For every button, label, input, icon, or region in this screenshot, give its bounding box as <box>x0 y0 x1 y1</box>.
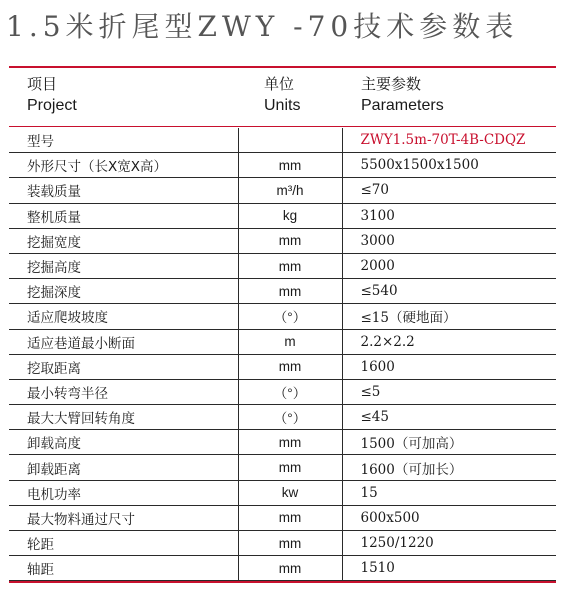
parameter-name: 卸载高度 <box>9 430 238 455</box>
parameter-unit: mm <box>238 153 342 178</box>
header-parameters <box>361 74 444 116</box>
table-row <box>9 279 556 304</box>
parameter-unit: mm <box>238 505 342 530</box>
parameter-name: 最大大臂回转角度 <box>9 405 238 430</box>
parameter-name: 卸载距离 <box>9 455 238 480</box>
parameter-value: 2.2×2.2 <box>342 329 556 354</box>
header-project-zh: 项目 <box>27 75 58 93</box>
parameter-name: 轮距 <box>9 531 238 556</box>
parameter-unit: kg <box>238 203 342 228</box>
parameter-value: ZWY1.5m-70T-4B-CDQZ <box>342 128 556 153</box>
parameter-value: 1510 <box>342 556 556 581</box>
parameter-value: ≤15（硬地面） <box>342 304 556 329</box>
table-row <box>9 556 556 581</box>
parameter-unit: m³/h <box>238 178 342 203</box>
parameter-unit: mm <box>238 228 342 253</box>
parameter-value: 1600 <box>342 354 556 379</box>
parameter-unit: mm <box>238 279 342 304</box>
parameter-name: 电机功率 <box>9 480 238 505</box>
parameter-value: ≤5 <box>342 379 556 404</box>
parameter-unit: （°） <box>238 379 342 404</box>
table-row <box>9 329 556 354</box>
header-units-en: Units <box>264 97 301 114</box>
parameter-name: 挖掘深度 <box>9 279 238 304</box>
bottom-rule <box>9 581 556 583</box>
parameter-value: ≤70 <box>342 178 556 203</box>
parameter-value: 5500x1500x1500 <box>342 153 556 178</box>
header-units-zh: 单位 <box>264 75 295 93</box>
parameter-name: 型号 <box>9 128 238 153</box>
table-row <box>9 128 556 153</box>
parameter-name: 装载质量 <box>9 178 238 203</box>
table-row <box>9 178 556 203</box>
parameter-name: 挖掘高度 <box>9 253 238 278</box>
table-header <box>9 68 556 126</box>
table-row <box>9 304 556 329</box>
parameter-unit: mm <box>238 354 342 379</box>
parameter-value: 600x500 <box>342 505 556 530</box>
parameter-value: 3100 <box>342 203 556 228</box>
parameters-table-body <box>9 128 556 581</box>
parameter-name: 整机质量 <box>9 203 238 228</box>
parameter-unit: mm <box>238 556 342 581</box>
parameters-table <box>9 128 556 581</box>
parameter-unit: mm <box>238 430 342 455</box>
table-row <box>9 430 556 455</box>
page-title: 1.5米折尾型ZWY -70技术参数表 <box>6 10 519 43</box>
parameter-value: 1250/1220 <box>342 531 556 556</box>
parameter-value: 1600（可加长） <box>342 455 556 480</box>
table-row <box>9 505 556 530</box>
parameter-unit: m <box>238 329 342 354</box>
parameter-name: 挖取距离 <box>9 354 238 379</box>
header-rule <box>9 126 556 127</box>
parameter-name: 适应爬坡坡度 <box>9 304 238 329</box>
table-row <box>9 153 556 178</box>
header-parameters-zh: 主要参数 <box>361 75 422 93</box>
parameter-unit <box>238 128 342 153</box>
parameter-value: 1500（可加高） <box>342 430 556 455</box>
parameter-value: 2000 <box>342 253 556 278</box>
parameter-unit: （°） <box>238 304 342 329</box>
parameter-unit: mm <box>238 253 342 278</box>
table-row <box>9 480 556 505</box>
table-row <box>9 379 556 404</box>
parameter-name: 外形尺寸（长X宽X高） <box>9 153 238 178</box>
parameter-value: 3000 <box>342 228 556 253</box>
parameter-unit: mm <box>238 531 342 556</box>
table-row <box>9 253 556 278</box>
parameter-value: ≤540 <box>342 279 556 304</box>
table-row <box>9 354 556 379</box>
table-row <box>9 228 556 253</box>
header-project <box>27 74 77 116</box>
parameter-name: 最大物料通过尺寸 <box>9 505 238 530</box>
header-units <box>264 74 300 116</box>
parameter-name: 最小转弯半径 <box>9 379 238 404</box>
header-parameters-en: Parameters <box>361 97 444 114</box>
table-row <box>9 531 556 556</box>
parameter-value: ≤45 <box>342 405 556 430</box>
table-row <box>9 405 556 430</box>
header-project-en: Project <box>27 97 77 114</box>
table-row <box>9 203 556 228</box>
parameter-name: 挖掘宽度 <box>9 228 238 253</box>
parameter-unit: kw <box>238 480 342 505</box>
parameter-name: 适应巷道最小断面 <box>9 329 238 354</box>
parameter-value: 15 <box>342 480 556 505</box>
parameter-unit: mm <box>238 455 342 480</box>
parameter-unit: （°） <box>238 405 342 430</box>
parameter-name: 轴距 <box>9 556 238 581</box>
table-row <box>9 455 556 480</box>
